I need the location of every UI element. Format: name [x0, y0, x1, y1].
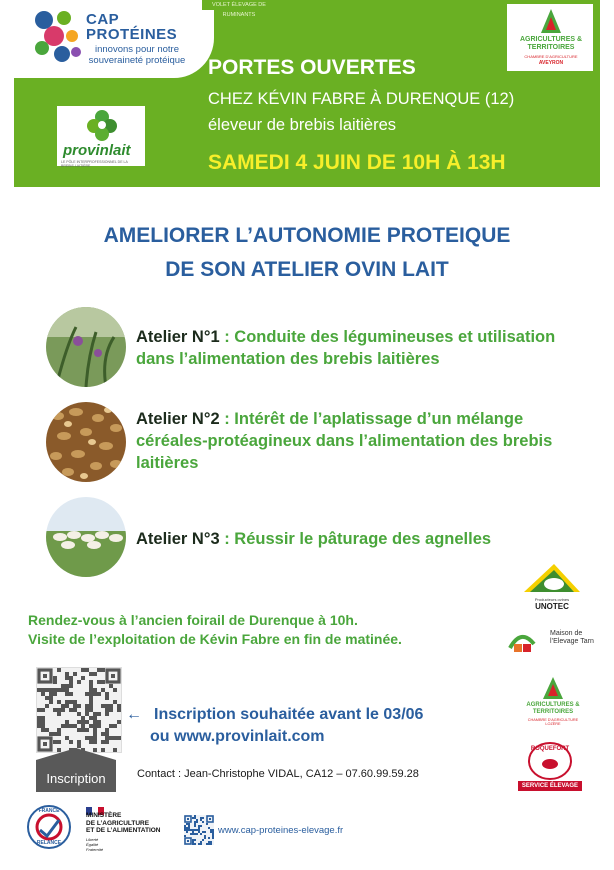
- agri-emblem-icon: [540, 8, 562, 34]
- relance-top: FRANCE: [38, 808, 60, 814]
- qr-code[interactable]: [36, 667, 122, 753]
- agri-lozere-logo: [520, 676, 586, 728]
- event-title: PORTES OUVERTES: [208, 56, 416, 79]
- cap-title: CAP PROTÉINES: [86, 11, 178, 43]
- volet-tag: VOLET ÉLEVAGE DE RUMINANTS: [202, 0, 276, 10]
- atelier-3-desc: : Réussir le pâturage des agnelles: [219, 530, 492, 548]
- small-qr-code[interactable]: [184, 815, 214, 845]
- inscription-block: [126, 704, 423, 748]
- atelier-2: [136, 408, 596, 474]
- grain-mix-photo: [46, 402, 126, 482]
- qr-code-icon: [37, 668, 121, 752]
- unotec-emblem-icon: [520, 562, 584, 596]
- inscription-deadline: Inscription souhaitée avant le 03/06: [154, 706, 424, 723]
- atelier-3: [136, 528, 596, 550]
- unotec-logo: [520, 562, 584, 610]
- legumes-photo: [46, 307, 126, 387]
- atelier-2-desc: : Intérêt de l’aplatissage d’un mélange céréales-protéagineux dans l’alimentation des brebis laitières: [136, 410, 553, 472]
- agri-region: AVEYRON: [538, 60, 564, 66]
- roquefort-brand: ROQUEFORT: [530, 746, 570, 752]
- cap-proteines-logo: [14, 0, 214, 78]
- atelier-3-number: Atelier N°3: [136, 530, 220, 548]
- rendezvous-line2: Visite de l’exploitation de Kévin Fabre en fin de matinée.: [28, 631, 402, 647]
- event-host: CHEZ KÉVIN FABRE À DURENQUE (12): [208, 90, 515, 108]
- agri-aveyron-logo: [507, 4, 593, 71]
- contact-info: Contact : Jean-Christophe VIDAL, CA12 – 07.60.99.59.28: [137, 768, 419, 780]
- france-relance-logo: [26, 804, 72, 850]
- atelier-1: [136, 326, 596, 370]
- agri-name: AGRICULTURES & TERRITOIRES: [519, 36, 583, 51]
- unotec-name: UNOTEC: [535, 602, 569, 611]
- agri-sub: CHAMBRE D'AGRICULTURE: [524, 54, 578, 59]
- provinlait-tagline: LE PÔLE INTERPROFESSIONNEL DE LA BREBIS LAITIÈRE: [61, 160, 128, 168]
- relance-bottom: RELANCE: [36, 840, 62, 846]
- main-title-line2: DE SON ATELIER OVIN LAIT: [165, 258, 449, 281]
- rendezvous-line1: Rendez-vous à l’ancien foirail de Durenque à 10h.: [28, 612, 358, 628]
- inscription-tab-peak: [36, 748, 116, 760]
- arrow-left-icon: ←: [126, 706, 142, 723]
- agri-lozere-sub: CHAMBRE D'AGRICULTURE LOZÈRE: [527, 718, 579, 726]
- roquefort-logo: [518, 742, 582, 792]
- event-date: SAMEDI 4 JUIN DE 10H À 13H: [208, 151, 506, 174]
- clover-icon: [85, 108, 119, 142]
- cap-tagline: innovons pour notre souveraineté protéique: [88, 44, 186, 66]
- atelier-1-desc: : Conduite des légumineuses et utilisation dans l’alimentation des brebis laitières: [136, 328, 556, 368]
- sheep-pasture-photo: [46, 497, 126, 577]
- atelier-2-number: Atelier N°2: [136, 410, 220, 428]
- unotec-sub: Producteurs ovines: [534, 597, 570, 602]
- footer-website[interactable]: www.cap-proteines-elevage.fr: [218, 825, 344, 836]
- atelier-1-number: Atelier N°1: [136, 328, 220, 346]
- agri-lozere-emblem-icon: [542, 676, 564, 700]
- main-title-line1: AMELIORER L’AUTONOMIE PROTEIQUE: [103, 224, 511, 247]
- maison-elevage-tarn-logo: [506, 626, 600, 662]
- inscription-tab: Inscription: [36, 760, 116, 792]
- maison-name: Maison de l’Elevage Tarn: [550, 630, 594, 645]
- provinlait-name: provinlait: [63, 142, 131, 159]
- roquefort-service: SERVICE ÉLEVAGE: [518, 781, 582, 791]
- event-description: éleveur de brebis laitières: [208, 116, 397, 134]
- agri-lozere-name: AGRICULTURES & TERRITOIRES: [526, 702, 580, 715]
- inscription-website[interactable]: ou www.provinlait.com: [150, 728, 325, 745]
- provinlait-logo: [57, 106, 145, 166]
- cap-proteines-emblem-icon: [30, 6, 82, 68]
- small-qr-code-icon: [184, 815, 214, 845]
- ministere-text: MINISTÈRE DE L’AGRICULTURE ET DE L’ALIMENTATION Liberté Égalité Fraternité: [86, 812, 161, 852]
- maison-emblem-icon: [506, 630, 536, 656]
